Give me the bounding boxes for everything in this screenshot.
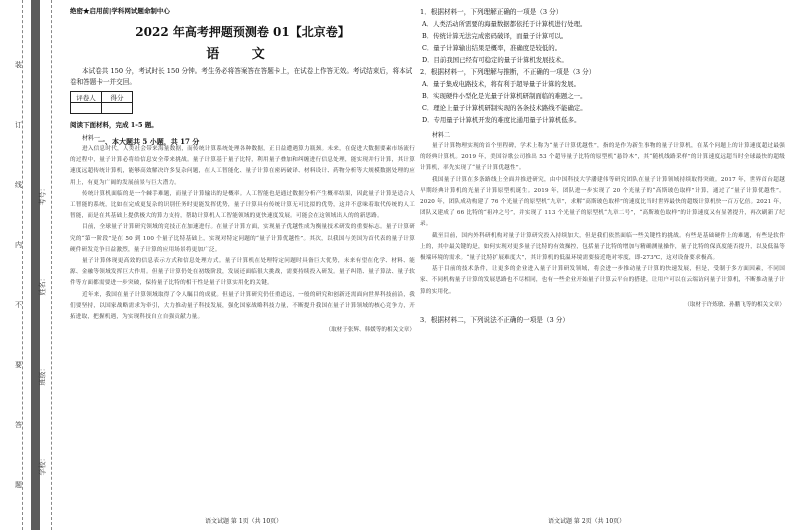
paragraph: 基于目前的技术条件，让更多的企业进入量子计算研发领域，将会进一步推动量子计算的快速发展，但是，受制于多方面因素，不同国家、不同机构量子计算的发展思路也不尽相同，也有一些企业开始量子计算云平台的搭建，让用户可以在云端访问量子计算机，不断推动量子计算的实用化。 [420,266,786,295]
exam-note: 本试卷共 150 分，考试时长 150 分钟。考生务必将答案答在答题卡上，在试卷上作答无效。考试结束后，将本试卷和答题卡一并交回。 [70,67,413,86]
question-option: D．专用量子计算机开发的难度比通用量子计算机低多。 [422,116,581,124]
material-label: 材料一 [82,135,101,142]
section-heading: 一、本大题共 5 小题，共 17 分 [98,137,200,146]
paragraph: 我国量子计算在多条路线上全面并推进研究，由中国科技大学潘建伟等研究团队在量子计算领域持续取得突破。2017 年，世界首台超越早期经典计算机的光量子计算原型机诞生。2019 年，团队进一步实现了 20 个光量子的“高斯玻色取样”计算，通过了“量子计算优越性”。2020 年，团队成功构建了 76 个光量子的原型机“九章”，求解“高斯玻色取样”的速度比当时世界最快的超级计算机快一百万亿倍。2021 年，团队又建成了 66 比特的“祖冲之号”，并实现了 113 个光量子的原型机“九章二号”，“高斯玻色取样”的计算速度又有显著提升，再次刷新了纪录。 [420,176,785,228]
name-label: 姓名： [38,274,47,296]
gutter-dashed-line [22,0,23,530]
question-stem: 1．根据材料一，下列理解正确的一项是（3 分） [420,8,563,16]
question-option: C．理论上量子计算机研制实现的各条技术路线不能确定。 [422,104,587,112]
source-note: （取材于许炼敏、孙鹏飞等的相关文章） [684,301,785,308]
question-option: C．量子计算输出结果是概率，准确度是较低的。 [422,44,562,52]
paragraph: 量子计算物理实现的首个里程碑，学术上称为“量子计算优越性”，指的是作为新生事物的量子计算机，在某个问题上的计算速度超过最强的经典计算机。2019 年，美国谷歌公司推出 53 个超导量子比特的原型机“悬铃木”，其“随机线路采样”的计算速度远超当时全球最快的超级计算机，率先实现了“量子计算优越性”。 [420,143,785,172]
reading-instruction: 阅读下面材料，完成 1-5 题。 [70,121,158,129]
question-option: A．量子集成电路技术，将有利于超导量子计算的发展。 [422,80,580,88]
paragraph: 目前，全球量子计算研究领域的竞技正在加速进行。在量子计算方面，实现量子优越性成为衡量技术研发的重要标志。量子计算研究的“第一阶段”是在 50 到 100 个量子比特基础上，实现对特定问题的“量子计算优越性”。其次，以我国与美国为首代表的量子计算硬件研发竞争日益激烈，量子计算的应用场景将更加广泛。 [70,224,415,253]
paragraph: 传统计算机面临的是一个棘手难题，而量子计算输出的是概率。人工智能也是通过数据分析产生概率结果，因此量子计算是适合人工智能的系统，比如在完成更复杂的识别任务时更能发挥优势，量子计算具有传统计算无可比拟的优势，这并不意味着取代传统的人工智能，而是在其基础上提供极大的算力支持，帮助计算机人工智能领域的更快速度发展。可能会在这领域出人的的新思路。 [70,190,415,220]
page-footer: 语文试题 第 2页（共 10页） [548,518,626,525]
question-option: B．传统计算无法完成密码破译，而量子计算可以。 [422,32,568,40]
seal-char: 不 [15,301,22,309]
page-left [70,6,415,333]
source-note: （取材于张辉、韩媛等的相关文章） [325,327,415,334]
score-table [70,91,133,114]
seal-char: 装 [15,61,22,69]
binding-gutter [0,0,62,530]
material-label: 材料二 [432,132,451,139]
page-right [420,6,785,326]
school-label: 学校： [38,454,47,476]
page-footer: 语文试题 第 1页（共 10页） [205,518,283,525]
seal-char: 答 [15,421,22,429]
subject-title: 语 文 [206,47,279,62]
secret-mark: 绝密★启用前|学科网试题命制中心 [70,7,170,15]
gutter-dashed-line [51,0,52,530]
question-option: D．目前我国已经有可稳定的量子计算机发展技术。 [422,56,568,64]
seal-char: 题 [15,481,22,489]
question [420,66,785,126]
score-table-cell [71,103,102,114]
question-stem: 2．根据材料一，下列理解与推断，不正确的一项是（3 分） [420,68,596,76]
paragraph: 截至目前，国内外科研机构对量子计算研究投入持续加大，但是我们依然面临一些关键性的挑战。有些是基础硬件上的难题，有些是软件上的，其中最关键的是，如何实现对更多量子比特的有效操控，包括量子比特的增加与精确测量操作，量子比特的保真度能否提升，以及低温等极端环境的需求。“量子比特扩展难度大”，其计算机的低温环境需要接近绝对零度，即-273℃，这对设备要求极高。 [420,232,786,262]
question-stem: 3．根据材料二，下列说法不正确的一项是（3 分） [420,315,569,324]
seal-char: 内 [15,241,22,249]
question-option: A．人类活动所需要的海量数据都依托于计算机进行处理。 [422,20,587,28]
paragraph: 进入信息时代，人类社会带来海量数据，而传统计算系统处理各种数据，正日益遭遇算力瓶颈。未来，在促进大数据要素市场流行的过程中，量子计算必将给信息安全带来挑战。量子计算基于量子比特，利用量子叠加和纠缠进行信息处理，能实现并行计算，其计算速度远超传统计算机，能够高效解决许多复杂问题，在人工智能化、量子计算在密码破译、材料设计、药物分析等大规模数据处理的应用上，有更为广阔的发展前景与巨大潜力。 [70,146,415,186]
exam-title: 2022 年高考押题预测卷 01【北京卷】 [135,25,350,39]
paragraph: 近年来，我国在量子计算领域取得了令人瞩目的成就。但量子计算研究仍任重道远，一般的研究和创新还需面向世界科技前沿，我们要坚持，以国家战略需求为牵引，大力推动量子科技发展，强化国家战略科技力量，不断提升我国在量子计算领域的核心竞争力，开拓进取，把握机遇，为实现科技自立自强贡献力量。 [70,291,415,321]
seal-char: 线 [15,181,22,189]
score-table-header: 评卷人 [71,92,102,103]
question-option: B．实现硬件小型化是光量子计算机研制面临的难题之一。 [422,92,587,100]
class-label: 班级： [38,364,47,386]
gutter-bar [31,0,40,530]
paragraph: 量子计算体现更高效的信息表示方式和信息处理方式。量子计算机在处理特定问题时具备巨大优势，未来有望在化学、材料、能源、金融等领域发挥巨大作用。但量子计算仍处在初级阶段，发展还面临很大挑战，需要持续投入研发。量子纠错、量子算法、量子软件等方面都需要进一步突破，保持量子比特的相干性是量子计算实用化的关键。 [70,258,415,287]
seal-char: 要 [15,361,22,369]
seal-char: 订 [15,121,22,129]
exam-no-label: 考号： [38,184,47,206]
question [420,6,785,66]
score-table-cell [102,103,133,114]
score-table-header: 得分 [102,92,133,103]
